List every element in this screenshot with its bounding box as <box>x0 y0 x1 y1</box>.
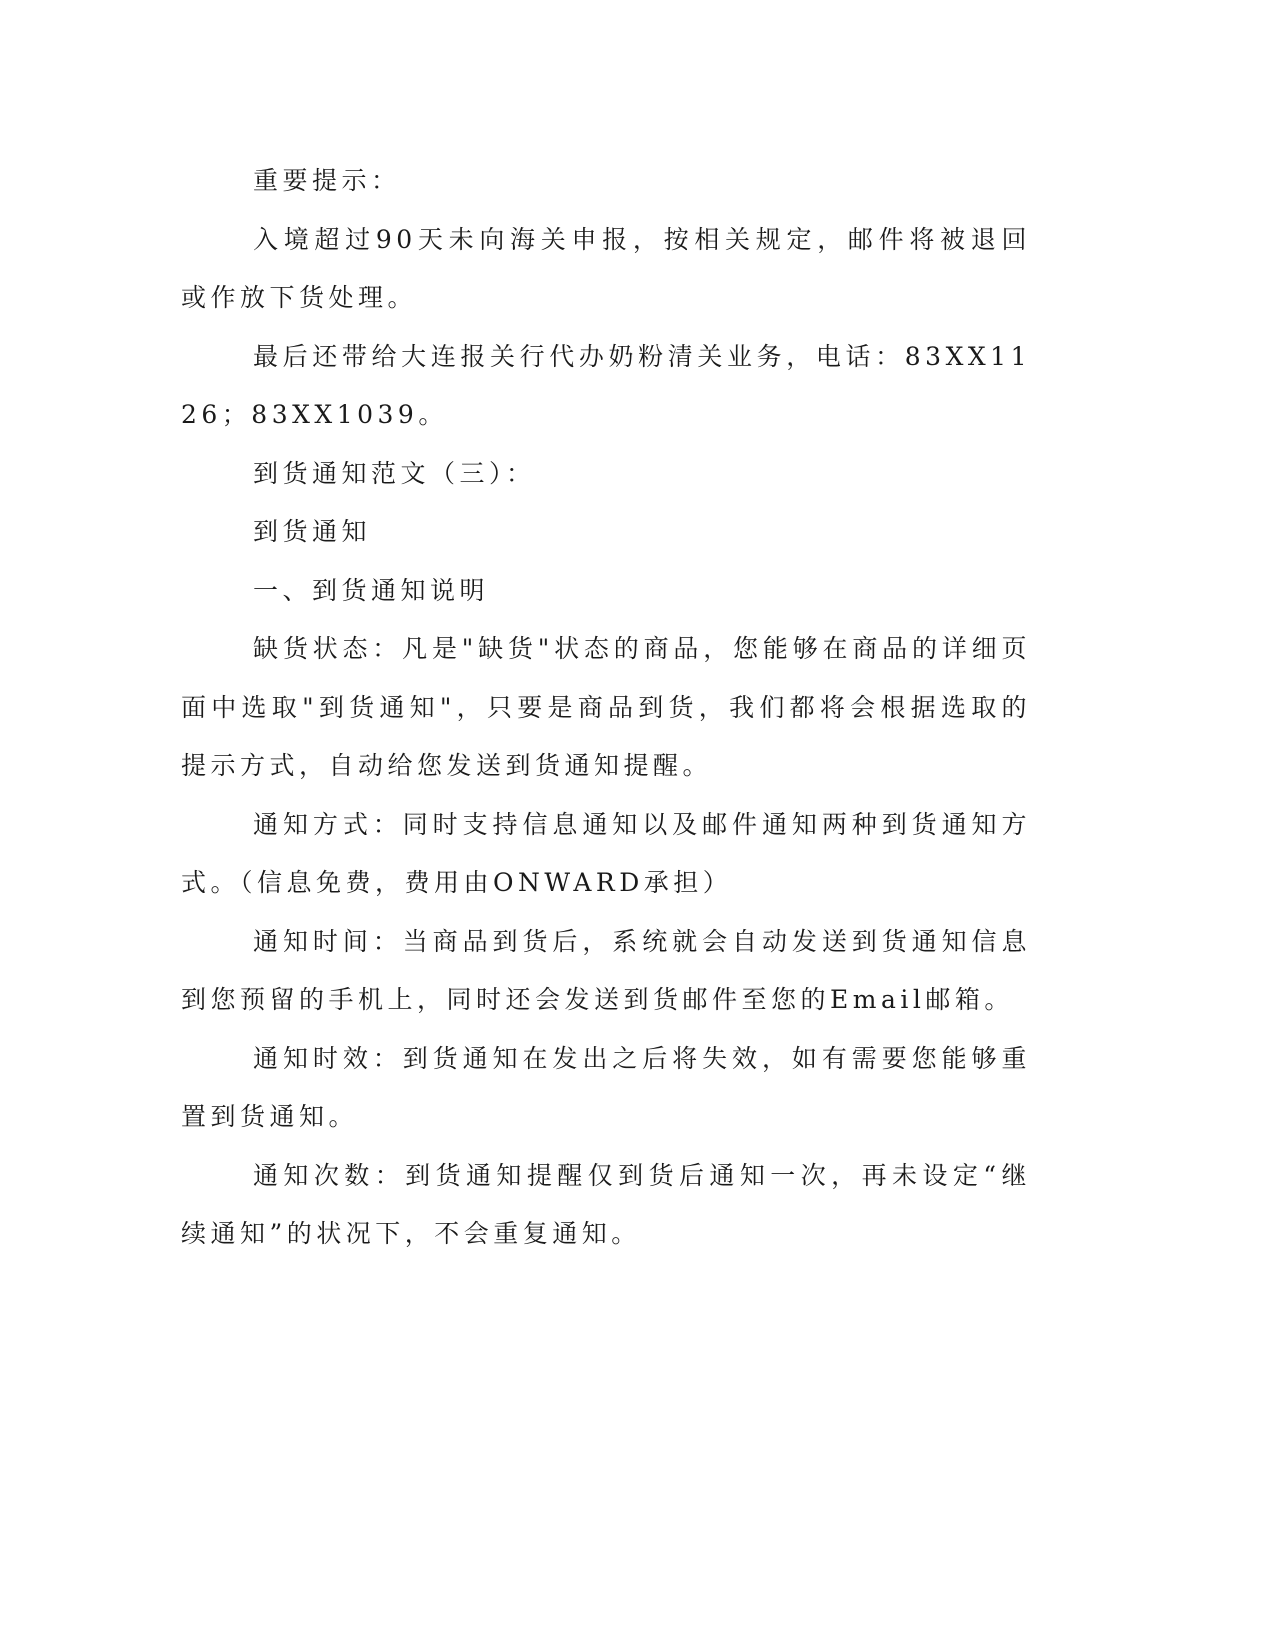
document-body <box>181 152 1031 1264</box>
notification-validity-paragraph: 通知时效：到货通知在发出之后将失效，如有需要您能够重置到货通知。 <box>181 1043 1031 1131</box>
customs-declaration-notice: 入境超过90天未向海关申报，按相关规定，邮件将被退回或作放下货处理。 <box>181 224 1031 312</box>
notice-title: 到货通知 <box>253 517 372 546</box>
notification-time-paragraph: 通知时间：当商品到货后，系统就会自动发送到货通知信息到您预留的手机上，同时还会发送到货邮件至您的Email邮箱。 <box>181 926 1031 1014</box>
out-of-stock-status-paragraph: 缺货状态：凡是"缺货"状态的商品，您能够在商品的详细页面中选取"到货通知"，只要是商品到货，我们都将会根据选取的提示方式，自动给您发送到货通知提醒。 <box>181 634 1031 780</box>
section-heading-description: 一、到货通知说明 <box>253 575 490 605</box>
customs-agent-contact: 最后还带给大连报关行代办奶粉清关业务，电话：83XX1126；83XX1039。 <box>181 341 1031 429</box>
sample-section-title: 到货通知范文（三）： <box>253 458 536 488</box>
important-notice-heading: 重要提示： <box>253 166 401 195</box>
notification-count-paragraph: 通知次数：到货通知提醒仅到货后通知一次，再未设定“继续通知”的状况下，不会重复通知。 <box>181 1160 1031 1248</box>
notification-method-paragraph: 通知方式：同时支持信息通知以及邮件通知两种到货通知方式。（信息免费，费用由ONWARD承担） <box>181 809 1031 897</box>
